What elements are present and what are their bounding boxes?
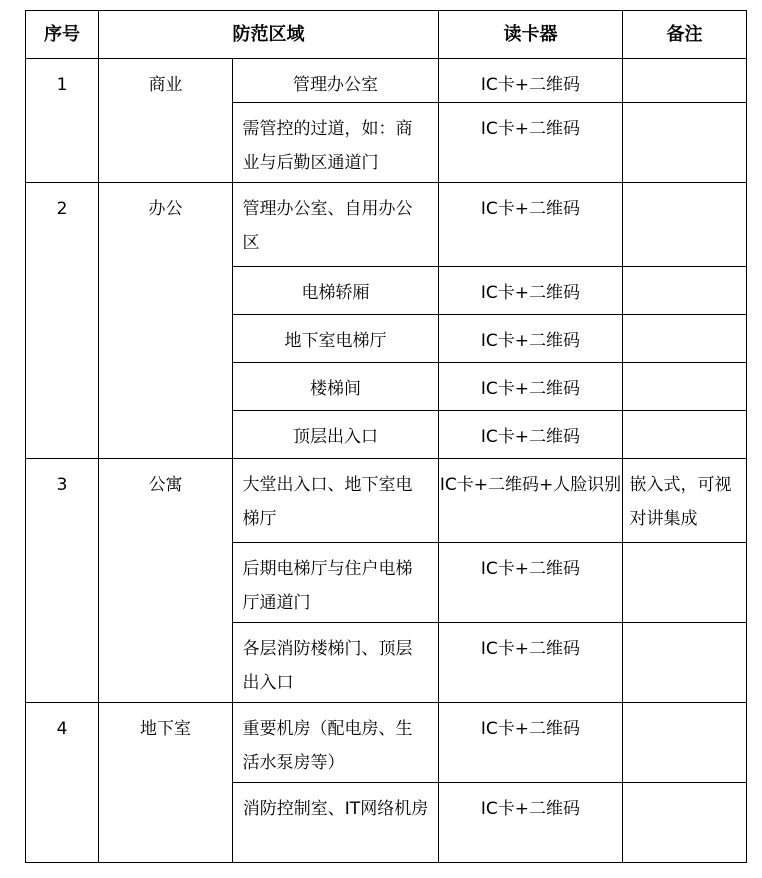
cell-note [623,267,747,315]
cell-note [623,543,747,623]
header-no: 序号 [26,11,99,59]
cell-zone [233,363,439,411]
cell-reader-text: IC卡+二维码 [480,283,581,303]
cell-reader [439,59,623,103]
cell-reader-text: IC卡+二维码 [480,119,581,139]
cell-zone-text: 顶层出入口 [293,427,378,447]
cell-zone-text: 需管控的过道，如：商业与后勤区通道门 [242,119,413,173]
cell-zone [233,103,439,183]
cell-note [623,363,747,411]
cell-reader-text: IC卡+二维码 [480,331,581,351]
cell-reader-text: IC卡+二维码 [480,199,581,219]
cell-area [99,183,233,459]
cell-area-text: 地下室 [140,719,191,739]
header-note: 备注 [623,11,747,59]
header-reader: 读卡器 [439,11,623,59]
cell-no [26,703,99,863]
cell-no-text: 3 [56,475,68,495]
cell-note [623,459,747,543]
cell-zone [233,543,439,623]
cell-no [26,183,99,459]
cell-reader-text: IC卡+二维码 [480,379,581,399]
cell-reader [439,783,623,863]
cell-no [26,459,99,703]
cell-note [623,623,747,703]
cell-reader-text: IC卡+二维码 [480,719,581,739]
cell-reader [439,103,623,183]
cell-note-text: 嵌入式，可视对讲集成 [629,475,732,529]
cell-zone-text: 楼梯间 [310,379,361,399]
cell-zone-text: 管理办公室 [293,75,378,95]
cell-reader-text: IC卡+二维码+人脸识别 [439,475,622,495]
cell-note [623,783,747,863]
cell-reader [439,543,623,623]
cell-area-text: 商业 [148,75,183,95]
cell-zone-text: 管理办公室、自用办公区 [242,199,413,253]
cell-note [623,411,747,459]
table-row [26,703,747,783]
cell-zone [233,267,439,315]
cell-zone-text: 重要机房（配电房、生活水泵房等） [242,719,413,773]
cell-no [26,59,99,183]
cell-note [623,59,747,103]
cell-zone [233,459,439,543]
header-area: 防范区域 [99,11,439,59]
cell-reader-text: IC卡+二维码 [480,75,581,95]
cell-note [623,703,747,783]
cell-reader-text: IC卡+二维码 [480,799,581,819]
cell-reader [439,623,623,703]
cell-area-text: 办公 [148,199,183,219]
cell-area-text: 公寓 [148,475,183,495]
cell-note [623,103,747,183]
cell-zone [233,783,439,863]
cell-reader-text: IC卡+二维码 [480,559,581,579]
cell-reader-text: IC卡+二维码 [480,639,581,659]
cell-zone [233,59,439,103]
cell-reader [439,363,623,411]
cell-no-text: 2 [56,199,68,219]
cell-reader [439,411,623,459]
cell-area [99,459,233,703]
cell-zone-text: 电梯轿厢 [301,283,370,303]
cell-zone-text: 消防控制室、IT网络机房 [242,799,429,819]
cell-reader-text: IC卡+二维码 [480,427,581,447]
access-control-table [25,10,747,863]
cell-area [99,59,233,183]
cell-note [623,183,747,267]
cell-zone-text: 后期电梯厅与住户电梯厅通道门 [242,559,413,613]
cell-zone [233,623,439,703]
cell-no-text: 1 [56,75,68,95]
cell-reader [439,183,623,267]
table-row [26,459,747,543]
cell-zone-text: 地下室电梯厅 [284,331,387,351]
cell-zone [233,315,439,363]
cell-reader [439,315,623,363]
cell-reader [439,459,623,543]
cell-zone-text: 各层消防楼梯门、顶层出入口 [242,639,413,693]
cell-note [623,315,747,363]
cell-area [99,703,233,863]
cell-reader [439,267,623,315]
cell-reader [439,703,623,783]
table-row [26,183,747,267]
cell-zone [233,703,439,783]
cell-zone-text: 大堂出入口、地下室电梯厅 [242,475,413,529]
table-row [26,59,747,103]
header-row [26,11,747,59]
cell-zone [233,183,439,267]
cell-no-text: 4 [56,719,68,739]
cell-zone [233,411,439,459]
